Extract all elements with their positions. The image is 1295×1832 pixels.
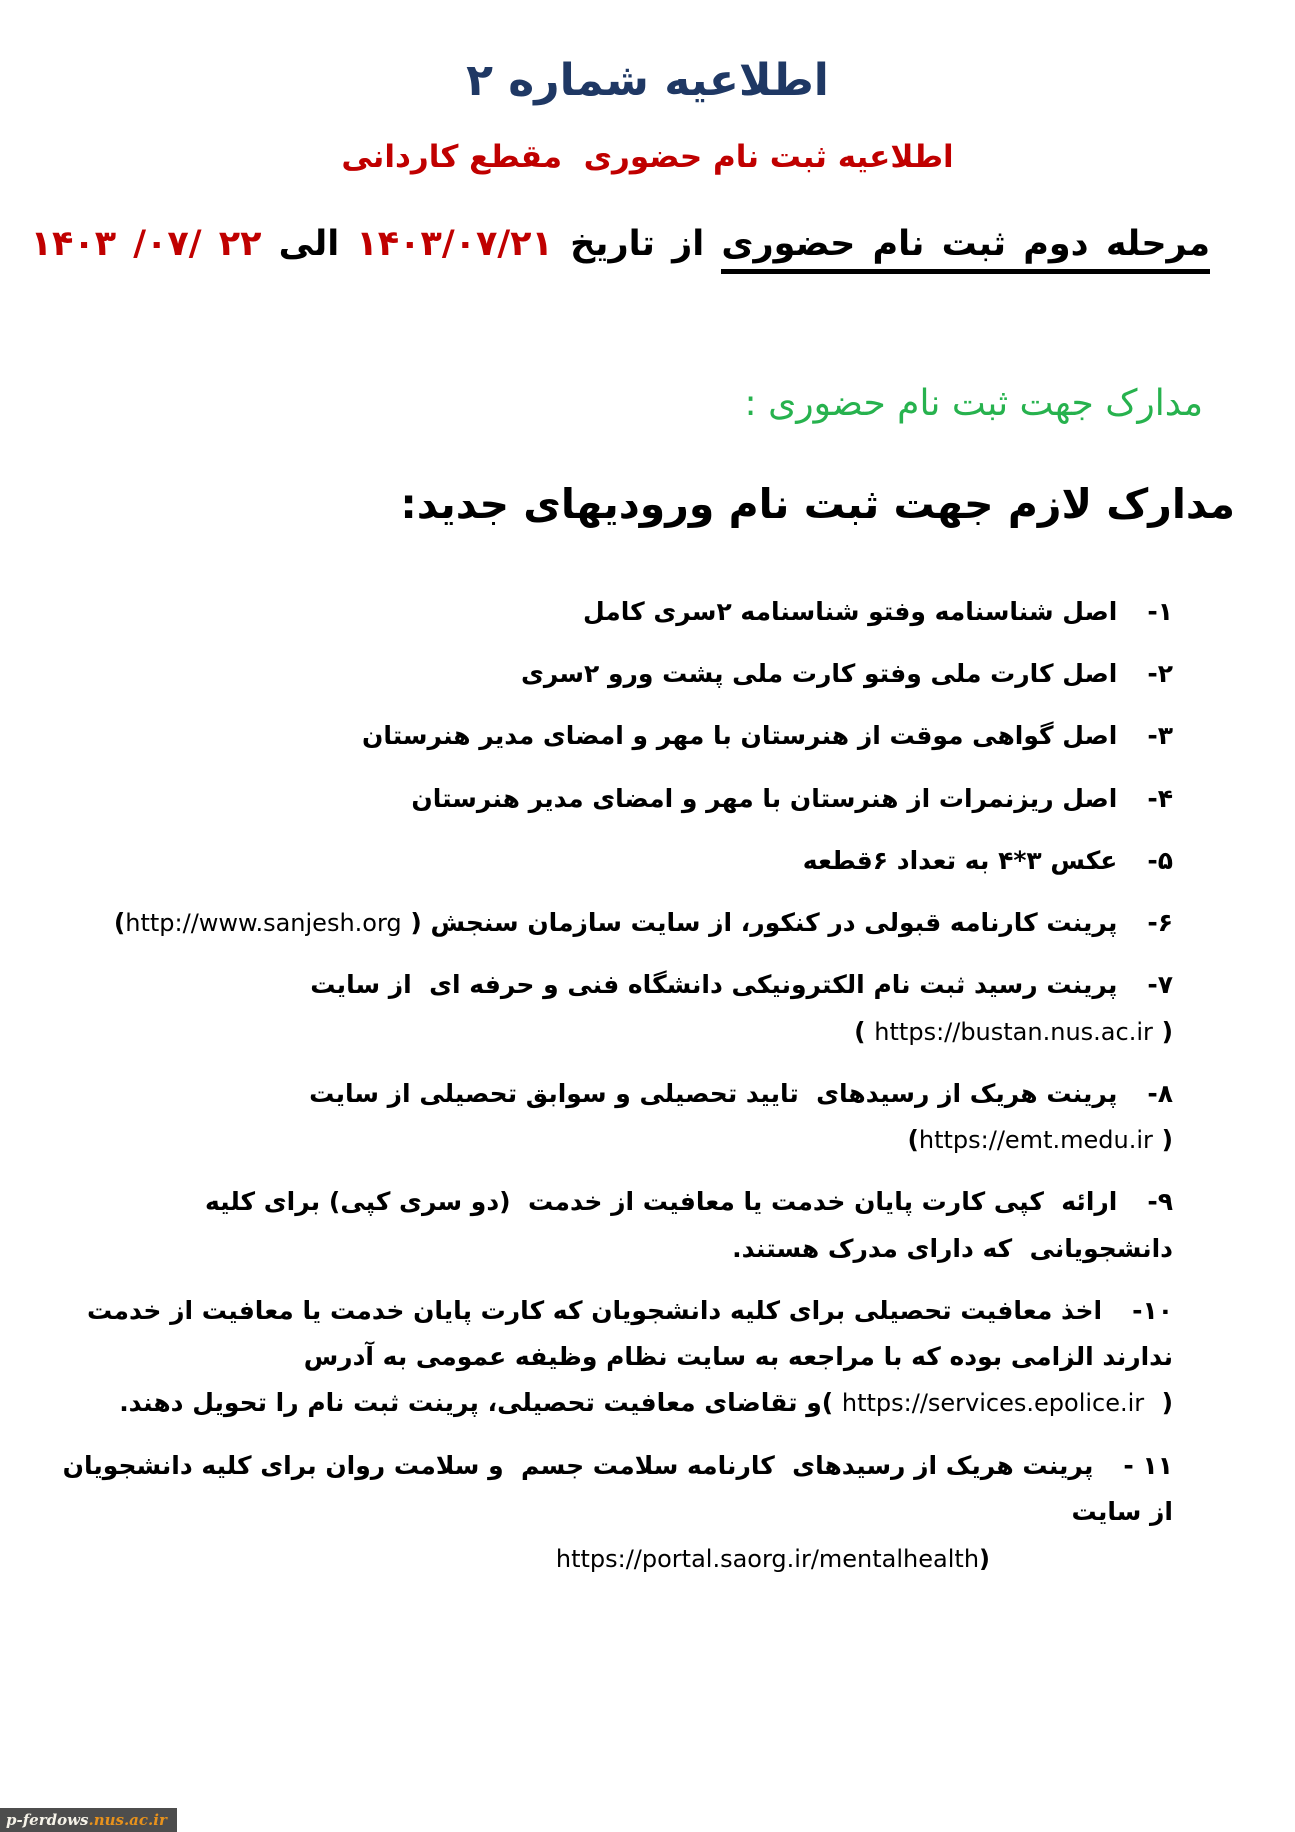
list-item-text: اصل کارت ملی وفتو کارت ملی پشت ورو ۲سری bbox=[520, 659, 1118, 689]
list-item bbox=[55, 589, 1173, 635]
url-text: http://www.sanjesh.org bbox=[125, 909, 402, 938]
list-item-number: ۱۰- bbox=[1132, 1295, 1173, 1325]
url-paren: ) bbox=[979, 1545, 990, 1574]
list-item bbox=[55, 776, 1173, 822]
date-line bbox=[20, 221, 1210, 268]
date-line-from-label: از تاریخ bbox=[570, 224, 705, 265]
list-item-number: ۳- bbox=[1147, 721, 1173, 751]
requirements-heading: مدارک لازم جهت ثبت نام ورودیهای جدید: bbox=[400, 479, 1235, 528]
list-item bbox=[55, 1179, 1173, 1272]
date-line-phase: مرحله دوم ثبت نام حضوری bbox=[721, 224, 1210, 274]
list-item-text: اصل ریزنمرات از هنرستان با مهر و امضای مدیر هنرستان bbox=[411, 783, 1118, 813]
url-text: https://emt.medu.ir bbox=[918, 1126, 1153, 1155]
url-text: https://services.epolice.ir bbox=[841, 1389, 1145, 1418]
list-item bbox=[55, 713, 1173, 759]
list-item bbox=[55, 838, 1173, 884]
list-item-number: ۸- bbox=[1147, 1078, 1173, 1108]
list-item bbox=[55, 900, 1173, 946]
list-item-number: ۱- bbox=[1147, 596, 1173, 626]
list-item-text: اصل گواهی موقت از هنرستان با مهر و امضای مدیر هنرستان bbox=[362, 721, 1118, 751]
list-item-text: اخذ معافیت تحصیلی برای کلیه دانشجویان که کارت پایان خدمت یا معافیت از خدمت ندارند الزامی بوده که با مراجعه به سایت نظام وظیفه عمومی به آدرس ( bbox=[87, 1295, 1173, 1418]
list-item-number: ۵- bbox=[1147, 845, 1173, 875]
list-item-number: ۲- bbox=[1147, 659, 1173, 689]
page-title: اطلاعیه شماره ۲ bbox=[466, 55, 829, 106]
list-item-text: ) bbox=[854, 1016, 875, 1046]
site-watermark bbox=[0, 1808, 177, 1832]
list-item-text: عکس ۳*۴ به تعداد ۶قطعه bbox=[802, 845, 1118, 875]
documents-green-heading: مدارک جهت ثبت نام حضوری : bbox=[744, 382, 1203, 424]
list-item bbox=[55, 1288, 1173, 1427]
list-item bbox=[55, 651, 1173, 697]
list-item-text: پرینت هریک از رسیدهای تایید تحصیلی و سوابق تحصیلی از سایت ( bbox=[309, 1078, 1173, 1155]
subtitle: اطلاعیه ثبت نام حضوری مقطع کاردانی bbox=[341, 139, 954, 176]
list-item-text: )و تقاضای معافیت تحصیلی، پرینت ثبت نام را تحویل دهند. bbox=[119, 1388, 842, 1418]
date-from: ۱۴۰۳/۰۷/۲۱ bbox=[356, 224, 553, 265]
site-watermark-prefix: p-ferdows bbox=[6, 1811, 89, 1829]
list-item-text: پرینت رسید ثبت نام الکترونیکی دانشگاه فنی و حرفه ای از سایت ( bbox=[301, 970, 1173, 1046]
url-text: https://bustan.nus.ac.ir bbox=[874, 1017, 1153, 1046]
list-item-number: ۷- bbox=[1147, 970, 1173, 1000]
list-item-text: ارائه کپی کارت پایان خدمت یا معافیت از خدمت (دو سری کپی) برای کلیه دانشجویانی که دارای مدرک هستند. bbox=[204, 1187, 1173, 1263]
list-item-text: پرینت هریک از رسیدهای کارنامه سلامت جسم و سلامت روان برای کلیه دانشجویان از سایت bbox=[62, 1450, 1173, 1526]
list-item-number: ۶- bbox=[1147, 908, 1173, 938]
list-item-number: ۹- bbox=[1147, 1187, 1173, 1217]
date-line-to-label: الی bbox=[278, 224, 340, 265]
list-item-number: ۴- bbox=[1147, 783, 1173, 813]
url-text: https://portal.saorg.ir/mentalhealth) bbox=[555, 1545, 990, 1574]
list-item-text: ) bbox=[907, 1125, 919, 1155]
list-item bbox=[55, 1071, 1173, 1164]
date-to: ۲۲ /۰۷/ ۱۴۰۳ bbox=[30, 224, 262, 265]
requirements-list bbox=[0, 589, 1295, 1582]
list-item-number: ۱۱ - bbox=[1123, 1450, 1173, 1480]
list-item-text: اصل شناسنامه وفتو شناسنامه ۲سری کامل bbox=[582, 596, 1118, 626]
list-item bbox=[55, 962, 1173, 1055]
site-watermark-suffix: .nus.ac.ir bbox=[88, 1811, 167, 1829]
list-item-text: ) bbox=[113, 908, 126, 938]
list-item bbox=[55, 1443, 1173, 1582]
list-item-text: پرینت کارنامه قبولی در کنکور، از سایت سازمان سنجش ( bbox=[401, 908, 1118, 938]
